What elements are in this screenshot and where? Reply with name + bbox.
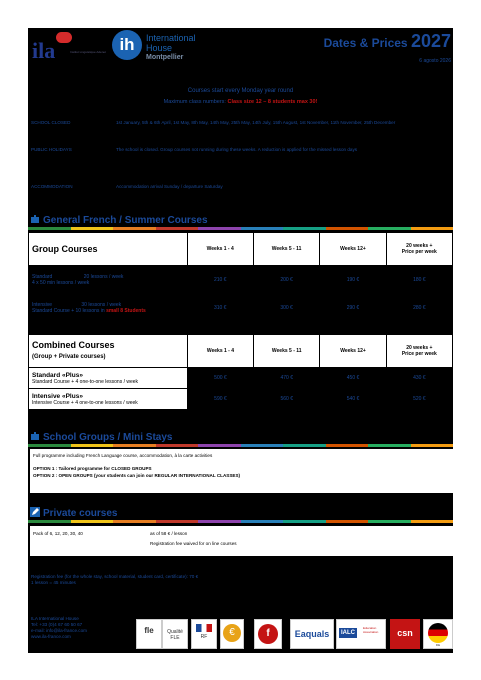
- stripe-segment: [283, 444, 326, 447]
- stripe-segment: [368, 227, 411, 230]
- price-cell: 430 €: [386, 368, 452, 389]
- course-desc: 20 lessons / week: [83, 273, 124, 280]
- stripe-segment: [368, 444, 411, 447]
- csn-badge: [390, 619, 420, 649]
- section-private-label: Private courses: [43, 508, 118, 519]
- course-sub-red: small 8 Students: [106, 307, 146, 314]
- contact-email: e-mail: info@ila-france.com: [31, 628, 87, 633]
- stripe-segment: [71, 444, 114, 447]
- stripe-segment: [71, 227, 114, 230]
- course-sub: Intensive Course + 4 one-to-one lessons / week: [32, 399, 138, 406]
- private-price: as of 58 € / lesson: [150, 531, 188, 536]
- course-sub: Standard Course + 4 one-to-one lessons / week: [32, 378, 139, 385]
- stripe-segment: [326, 444, 369, 447]
- pencil-icon: [30, 507, 40, 517]
- price-cell: 190 €: [320, 266, 386, 294]
- stripe-segment: [241, 227, 284, 230]
- table-row: [29, 294, 453, 322]
- ih-circle-icon: ih: [112, 30, 142, 60]
- combined-col-3: Weeks 12+: [320, 335, 386, 368]
- stripe-segment: [156, 444, 199, 447]
- price-cell: 200 €: [253, 266, 319, 294]
- stripe-segment: [156, 520, 199, 523]
- combined-col-1: Weeks 1 - 4: [187, 335, 253, 368]
- stripe-segment: [198, 227, 241, 230]
- page-title: [324, 31, 451, 52]
- stripe-segment: [198, 444, 241, 447]
- ila-logo: [30, 32, 110, 62]
- intro-line2: [28, 99, 453, 105]
- ialc-text: IALC: [341, 630, 355, 636]
- stripe-segment: [113, 444, 156, 447]
- price-cell: 290 €: [320, 294, 386, 322]
- group-header-row: [29, 233, 453, 266]
- fle-badge: [136, 619, 162, 649]
- combined-header-row: [29, 335, 453, 368]
- ih-line3: Montpellier: [146, 54, 184, 61]
- school-option2: OPTION 2 : OPEN GROUPS (your students can join our REGULAR INTERNATIONAL CLASSES): [33, 473, 241, 478]
- intro-line2-prefix: Maximum class numbers:: [163, 99, 228, 105]
- school-option1: OPTION 1 : Tailored programme for CLOSED GROUPS: [33, 466, 152, 471]
- stripe-segment: [71, 520, 114, 523]
- ih-logo: [112, 30, 222, 66]
- stripe-segment: [411, 227, 454, 230]
- euro-badge: [220, 619, 244, 649]
- private-courses-box: [30, 526, 453, 556]
- course-sub: Standard Course + 10 lessons in: [32, 307, 107, 314]
- combined-title-cell: [29, 335, 188, 368]
- holiday-text-1: 1st January, 5th & 6th April, 1st May, 8th May, 14th May, 25th May, 14th July, 15th August, 1st November, 11th November, 25th December: [116, 120, 396, 125]
- stripe-segment: [326, 520, 369, 523]
- price-cell: 450 €: [320, 368, 386, 389]
- combined-row1-label: [29, 368, 188, 389]
- price-cell: 280 €: [386, 294, 452, 322]
- lesson-length-text: 1 lesson = 45 minutes: [31, 580, 76, 585]
- holiday-label-2: PUBLIC HOLIDAYS: [31, 147, 72, 152]
- registration-fee-text: Registration fee (for the whole stay, school material, student card, certificate): 70 €: [31, 574, 199, 579]
- table-row: [29, 389, 453, 410]
- school-groups-box: [30, 449, 453, 493]
- price-cell: 180 €: [386, 266, 452, 294]
- price-cell: 300 €: [253, 294, 319, 322]
- eaquals-badge: [290, 619, 334, 649]
- course-desc: 30 lessons / week: [81, 301, 122, 308]
- puzzle-icon: [30, 214, 40, 224]
- puzzle-icon: [30, 431, 40, 441]
- stripe-segment: [28, 227, 71, 230]
- color-stripe: [28, 227, 453, 230]
- stripe-segment: [156, 227, 199, 230]
- combined-table-subtitle: (Group + Private courses): [32, 354, 106, 360]
- section-private-title: [30, 507, 118, 519]
- intro-line1: Courses start every Monday year round: [187, 88, 294, 94]
- holiday-label-3: ACCOMMODATION: [31, 184, 73, 189]
- section-schools-label: School Groups / Mini Stays: [43, 432, 173, 443]
- price-cell: 500 €: [187, 368, 253, 389]
- ih-line1: International: [146, 33, 196, 43]
- group-courses-table: [28, 232, 453, 322]
- french-flag-icon: [196, 624, 212, 632]
- group-col-2: Weeks 5 - 11: [253, 233, 319, 266]
- price-cell: 560 €: [254, 389, 320, 410]
- course-name: Intensive: [32, 301, 53, 308]
- stripe-segment: [368, 520, 411, 523]
- german-flag-icon: [428, 623, 448, 643]
- group-col-1: Weeks 1 - 4: [187, 233, 253, 266]
- german-badge: [423, 619, 453, 649]
- table-row: [29, 368, 453, 389]
- eaquals-text: Eaquals: [294, 629, 330, 639]
- section-general-label: General French / Summer Courses: [43, 215, 208, 226]
- contact-phone: Tel: +33 (0)4 67 60 50 67: [31, 622, 83, 627]
- fo-badge: [254, 619, 282, 649]
- german-badge-text: DE: [435, 643, 441, 647]
- price-cell: 540 €: [320, 389, 386, 410]
- private-packs: Pack of 6, 12, 20, 30, 40: [33, 531, 83, 536]
- contact-website: www.ila-france.com: [31, 634, 71, 639]
- price-cell: 590 €: [187, 389, 253, 410]
- holiday-text-2: The school is closed. Group courses not running during these weeks. A reduction is applied for the missed lesson days: [116, 147, 358, 152]
- holiday-label-1: SCHOOL CLOSED: [31, 120, 71, 125]
- course-name: Intensive «Plus»: [32, 392, 83, 400]
- price-cell: 310 €: [187, 294, 253, 322]
- stripe-segment: [326, 227, 369, 230]
- stripe-segment: [411, 520, 454, 523]
- ialc-badge: [336, 619, 386, 649]
- quality-fle-badge: [162, 619, 188, 649]
- speech-bubble-icon: [56, 32, 72, 43]
- stripe-segment: [241, 520, 284, 523]
- group-row2-name-cell: [29, 294, 188, 322]
- brochure-page: [28, 28, 453, 653]
- contact-name: ILA International House: [31, 616, 79, 621]
- section-general-title: [30, 214, 208, 226]
- group-col-3: Weeks 12+: [320, 233, 386, 266]
- course-sub: 4 x 50 min lessons / week: [32, 279, 90, 286]
- quality-fle-badge-text: Qualité FLE: [167, 629, 183, 641]
- page-title-text: Dates & Prices: [323, 36, 408, 50]
- combined-col-2: Weeks 5 - 11: [254, 335, 320, 368]
- stripe-segment: [411, 444, 454, 447]
- fo-logo-icon: f: [258, 624, 278, 644]
- course-name: Standard «Plus»: [32, 371, 83, 379]
- ila-logo-tagline: Institut Linguistique Adenet: [70, 50, 106, 54]
- group-col-4: 20 weeks + Price per week: [386, 233, 452, 266]
- group-table-title: Group Courses: [29, 233, 188, 266]
- class-size-note: Class size 12 – 8 students max 30!: [227, 99, 318, 105]
- page-title-year: 2027: [410, 31, 451, 51]
- combined-col-4: 20 weeks + Price per week: [386, 335, 452, 368]
- stripe-segment: [241, 444, 284, 447]
- course-name: Standard: [32, 273, 53, 280]
- ih-line2: House: [146, 43, 173, 53]
- stripe-segment: [113, 520, 156, 523]
- combined-row2-label: [29, 389, 188, 410]
- fle-badge-text: fle: [144, 626, 154, 635]
- table-row: [29, 266, 453, 294]
- ila-logo-text: ila: [32, 38, 56, 63]
- stripe-segment: [198, 520, 241, 523]
- combined-table-title: Combined Courses: [32, 340, 115, 350]
- price-cell: 470 €: [254, 368, 320, 389]
- holiday-text-3: Accommodation arrival Sunday / departure Saturday: [116, 184, 223, 189]
- csn-text: csn: [397, 628, 413, 638]
- price-cell: 210 €: [187, 266, 253, 294]
- page-date: 6 agosto 2026: [419, 58, 451, 64]
- section-schools-title: [30, 431, 172, 443]
- color-stripe: [28, 520, 453, 523]
- stripe-segment: [113, 227, 156, 230]
- stripe-segment: [28, 444, 71, 447]
- private-note: Registration fee waived for on line courses: [150, 541, 237, 546]
- price-cell: 520 €: [386, 389, 452, 410]
- republique-badge: [191, 619, 217, 649]
- color-stripe: [28, 444, 453, 447]
- republique-badge-text: RF: [200, 634, 208, 640]
- education-association-text: Education Association: [363, 626, 379, 634]
- stripe-segment: [283, 520, 326, 523]
- euro-icon: €: [223, 624, 241, 642]
- group-row1-name-cell: [29, 266, 188, 294]
- contact-block: [31, 616, 131, 640]
- school-line1: Full programme including French Language course, accommodation, à la carte activities: [33, 453, 213, 458]
- combined-courses-table: [28, 334, 453, 410]
- stripe-segment: [283, 227, 326, 230]
- stripe-segment: [28, 520, 71, 523]
